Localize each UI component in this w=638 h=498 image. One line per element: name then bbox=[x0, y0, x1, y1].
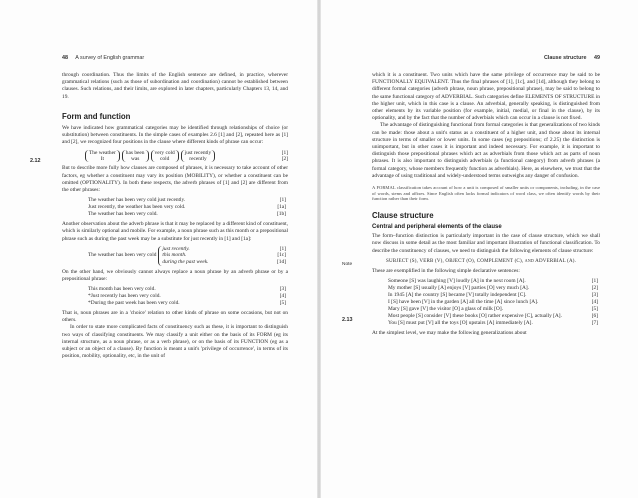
paragraph-generalizations: At the simplest level, we may make the following generalizations about bbox=[372, 330, 527, 337]
example-line bbox=[372, 313, 600, 320]
brace-group-adverb bbox=[181, 150, 216, 163]
example-line bbox=[62, 211, 288, 218]
example-set-2 bbox=[62, 246, 288, 266]
example-number: [5] bbox=[279, 300, 286, 307]
example-line bbox=[62, 300, 288, 307]
example-number: [1a] bbox=[277, 204, 286, 211]
example-option: this month. bbox=[162, 252, 187, 259]
example-text: In 1945 [A] the country [S] became [V] totally independent [C]. bbox=[388, 292, 527, 299]
example-number: [1] bbox=[591, 278, 598, 285]
example-number: [3] bbox=[591, 292, 598, 299]
paragraph-functional-equivalence: which it is a constituent. Two units which have the same privilege of occurrence may be said to be FUNCTIONALLY EQUIVALENT. Thus the final phrases of [1], [1c], and [1d], although they belong to different formal categories (adverb phrase, noun phrase, prepositional phrase), may be said to belong to the same functional category of ADVERBIAL. Such categories define ELEMENTS OF STRUCTURE in the higher unit, which in this case is a clause. An adverbial, generally speaking, is distinguished from other elements by its variable position (for example, initial, medial, or final in the clause), by its optionality, and by the fact that the number of adverbials which can occur in a clause is not fixed. bbox=[372, 72, 600, 122]
brace-item: just recently bbox=[184, 149, 212, 156]
example-text: My mother [S] usually [A] enjoys [V] parties [O] very much [A]. bbox=[388, 285, 530, 292]
example-numbers bbox=[277, 246, 288, 266]
example-option: during the past week. bbox=[162, 259, 209, 266]
brace-group-verb bbox=[122, 150, 149, 163]
example-line bbox=[372, 278, 600, 285]
example-number: [2] bbox=[591, 285, 598, 292]
left-running-title: A survey of English grammar bbox=[75, 55, 145, 61]
example-number: [5] bbox=[591, 306, 598, 313]
paragraph-form-function: In order to state more complicated facts of constituency such as these, it is important to distinguish two ways of classifying constituents. We may classify a unit either on the basis of its FORM (eg its internal structure, as a noun phrase, or as a verb phrase), or on the basis of its FUNCTION (eg as a subject or an object of a clause). By function is meant a unit's 'privilege of occurrence', in terms of its position, mobility, optionality, etc, in the unit of bbox=[62, 324, 288, 360]
example-text: Mary [S] gave [V] the visitor [O] a glass of milk [O]. bbox=[388, 306, 503, 313]
section-number-2-12: 2.12 bbox=[30, 158, 41, 164]
example-line bbox=[372, 292, 600, 299]
brace-example bbox=[84, 150, 288, 163]
example-text: Someone [S] was laughing [V] loudly [A] in the next room [A]. bbox=[388, 278, 526, 285]
example-text: This month has been very cold. bbox=[88, 286, 156, 293]
note-text: A FORMAL classification takes account of how a unit is composed of smaller units or components, including, in the case of words, stems and affixes. Since English often lacks formal indicators of word class, we often identify words by their function rather than their form. bbox=[372, 185, 600, 202]
example-number: [1] bbox=[279, 245, 286, 252]
right-body bbox=[372, 72, 600, 337]
example-number: [1] bbox=[281, 149, 288, 156]
subheading-central-peripheral: Central and peripheral elements of the clause bbox=[372, 224, 502, 231]
brace-item: has been bbox=[125, 149, 145, 156]
paragraph-2-12: We have indicated how grammatical categories may be identified through relationships of choice (or substitution) between constituents. In the simple cases of examples 2.6 [1] and [2], repeated here as [1] and [2], we recognized four positions in the clause where different kinds of phrase can occur: bbox=[62, 125, 288, 146]
section-number-2-13: 2.13 bbox=[342, 317, 353, 323]
paragraph-choice-relation: That is, noun phrases are in a 'choice' relation to other kinds of phrase on some occasions, but not on others. bbox=[62, 310, 288, 324]
example-lead: The weather has been very cold bbox=[88, 252, 157, 259]
example-number: [4] bbox=[279, 293, 286, 300]
left-body bbox=[62, 72, 288, 360]
note-block bbox=[372, 185, 600, 202]
example-line bbox=[62, 197, 288, 204]
example-text: Just recently, the weather has been very cold. bbox=[88, 204, 186, 211]
example-set-clauses bbox=[372, 278, 600, 327]
right-page-number: 49 bbox=[594, 55, 600, 61]
clause-elements-list: SUBJECT (S), VERB (V), OBJECT (O), COMPLEMENT (C), and ADVERBIAL (A). bbox=[386, 258, 577, 264]
example-line bbox=[372, 306, 600, 313]
paragraph-exemplified: These are exemplified in the following simple declarative sentences: bbox=[372, 268, 520, 275]
right-page bbox=[320, 0, 638, 498]
example-text: The weather has been very cold. bbox=[88, 211, 158, 218]
right-running-head bbox=[544, 55, 600, 61]
example-line bbox=[62, 286, 288, 293]
example-number: [1b] bbox=[277, 211, 286, 218]
example-text: Most people [S] consider [V] these books [O] rather expensive [C], actually [A]. bbox=[388, 313, 562, 320]
example-text: *Just recently has been very cold. bbox=[88, 293, 161, 300]
section-heading-clause-structure: Clause structure bbox=[372, 210, 434, 220]
brace-item: recently bbox=[189, 156, 207, 163]
paragraph-noun-phrase: On the other hand, we obviously cannot always replace a noun phrase by an adverb phrase or by a prepositional phrase: bbox=[62, 268, 288, 282]
left-page-number: 48 bbox=[62, 55, 68, 61]
example-number: [3] bbox=[279, 286, 286, 293]
paragraph-advantage: The advantage of distinguishing functional from formal categories is that generalizations of two kinds can be made: those about a unit's status as a constituent of a higher unit, and those about its internal structure in terms of smaller or lower units. In some cases (eg prepositions; cf 2.25) the distinction is unimportant, but in other cases it is important and indeed necessary. For example, it is important to distinguish those prepositional phrases which act as adverbials from those which act as parts of noun phrases. It is also important to distinguish adverbials (a functional category) from adverb phrases (a formal category, whose members frequently function as adverbials). Here, as elsewhere, we trust that the advantage of using traditional and widely-understood terms outweighs any danger of confusion. bbox=[372, 122, 600, 179]
example-number: [7] bbox=[591, 320, 598, 327]
example-text: The weather has been very cold just recently. bbox=[88, 197, 186, 204]
example-number: [1] bbox=[279, 197, 286, 204]
left-page bbox=[0, 0, 318, 498]
example-text: I [S] have been [V] in the garden [A] all the time [A] since lunch [A]. bbox=[388, 299, 539, 306]
section-heading-form-function: Form and function bbox=[62, 111, 131, 121]
brace-example-numbers bbox=[282, 150, 288, 163]
brace-item: was bbox=[130, 156, 140, 163]
right-running-title: Clause structure bbox=[543, 55, 587, 61]
brace-item: It bbox=[100, 156, 105, 163]
example-line bbox=[62, 293, 288, 300]
left-running-head bbox=[62, 55, 144, 61]
brace-item: very cold bbox=[154, 149, 175, 156]
paragraph-2-13: The form–function distinction is particularly important in the case of clause structure, which we shall now discuss in some detail as the most familiar and important illustration of functional classification. To describe the constituency of clauses, we need to distinguish the following elements of clause structure: bbox=[372, 233, 600, 254]
example-set-3 bbox=[62, 286, 288, 307]
example-number: [1d] bbox=[277, 259, 286, 266]
example-line bbox=[372, 285, 600, 292]
brace-item: The weather bbox=[89, 149, 116, 156]
example-text: You [S] must put [V] all the toys [O] upstairs [A] immediately [A]. bbox=[388, 320, 533, 327]
brace-group-subject bbox=[85, 150, 120, 163]
example-set-1 bbox=[62, 197, 288, 218]
paragraph-replacement: Another observation about the adverb phrase is that it may be replaced by a different kind of constituent, which is similarly optional and mobile. For example, a noun phrase such as this month or a prepositional phrase such as during the past week may be a substitute for just recently in [1] and [1a]: bbox=[62, 221, 288, 242]
example-number: [4] bbox=[591, 299, 598, 306]
paragraph-mobility: But to describe more fully how clauses are composed of phrases, it is necessary to take account of other factors, eg whether a constituent may vary its position (MOBILITY), or whether a constituent can be omitted (OPTIONALITY). In both these respects, the adverb phrases of [1] and [2] are different from the other phrases: bbox=[62, 165, 288, 194]
example-number: [1c] bbox=[277, 252, 286, 259]
example-line bbox=[372, 320, 600, 327]
brace-item: cold bbox=[159, 156, 170, 163]
example-number: [6] bbox=[591, 313, 598, 320]
intro-paragraph: through coordination. Thus the limits of the English sentence are defined, in practice, wherever grammatical relations (such as those of subordination and coordination) cannot be established between clauses. Such relations, and their limits, are explored in later chapters, particularly Chapters 13, 14, and 19. bbox=[62, 72, 288, 100]
example-text: *During the past week has been very cold. bbox=[88, 300, 180, 307]
example-options bbox=[158, 246, 208, 266]
example-number: [2] bbox=[281, 156, 288, 163]
example-line bbox=[62, 204, 288, 211]
brace-group-complement bbox=[151, 150, 179, 163]
note-label: Note bbox=[342, 262, 353, 267]
example-option: just recently. bbox=[162, 245, 190, 252]
